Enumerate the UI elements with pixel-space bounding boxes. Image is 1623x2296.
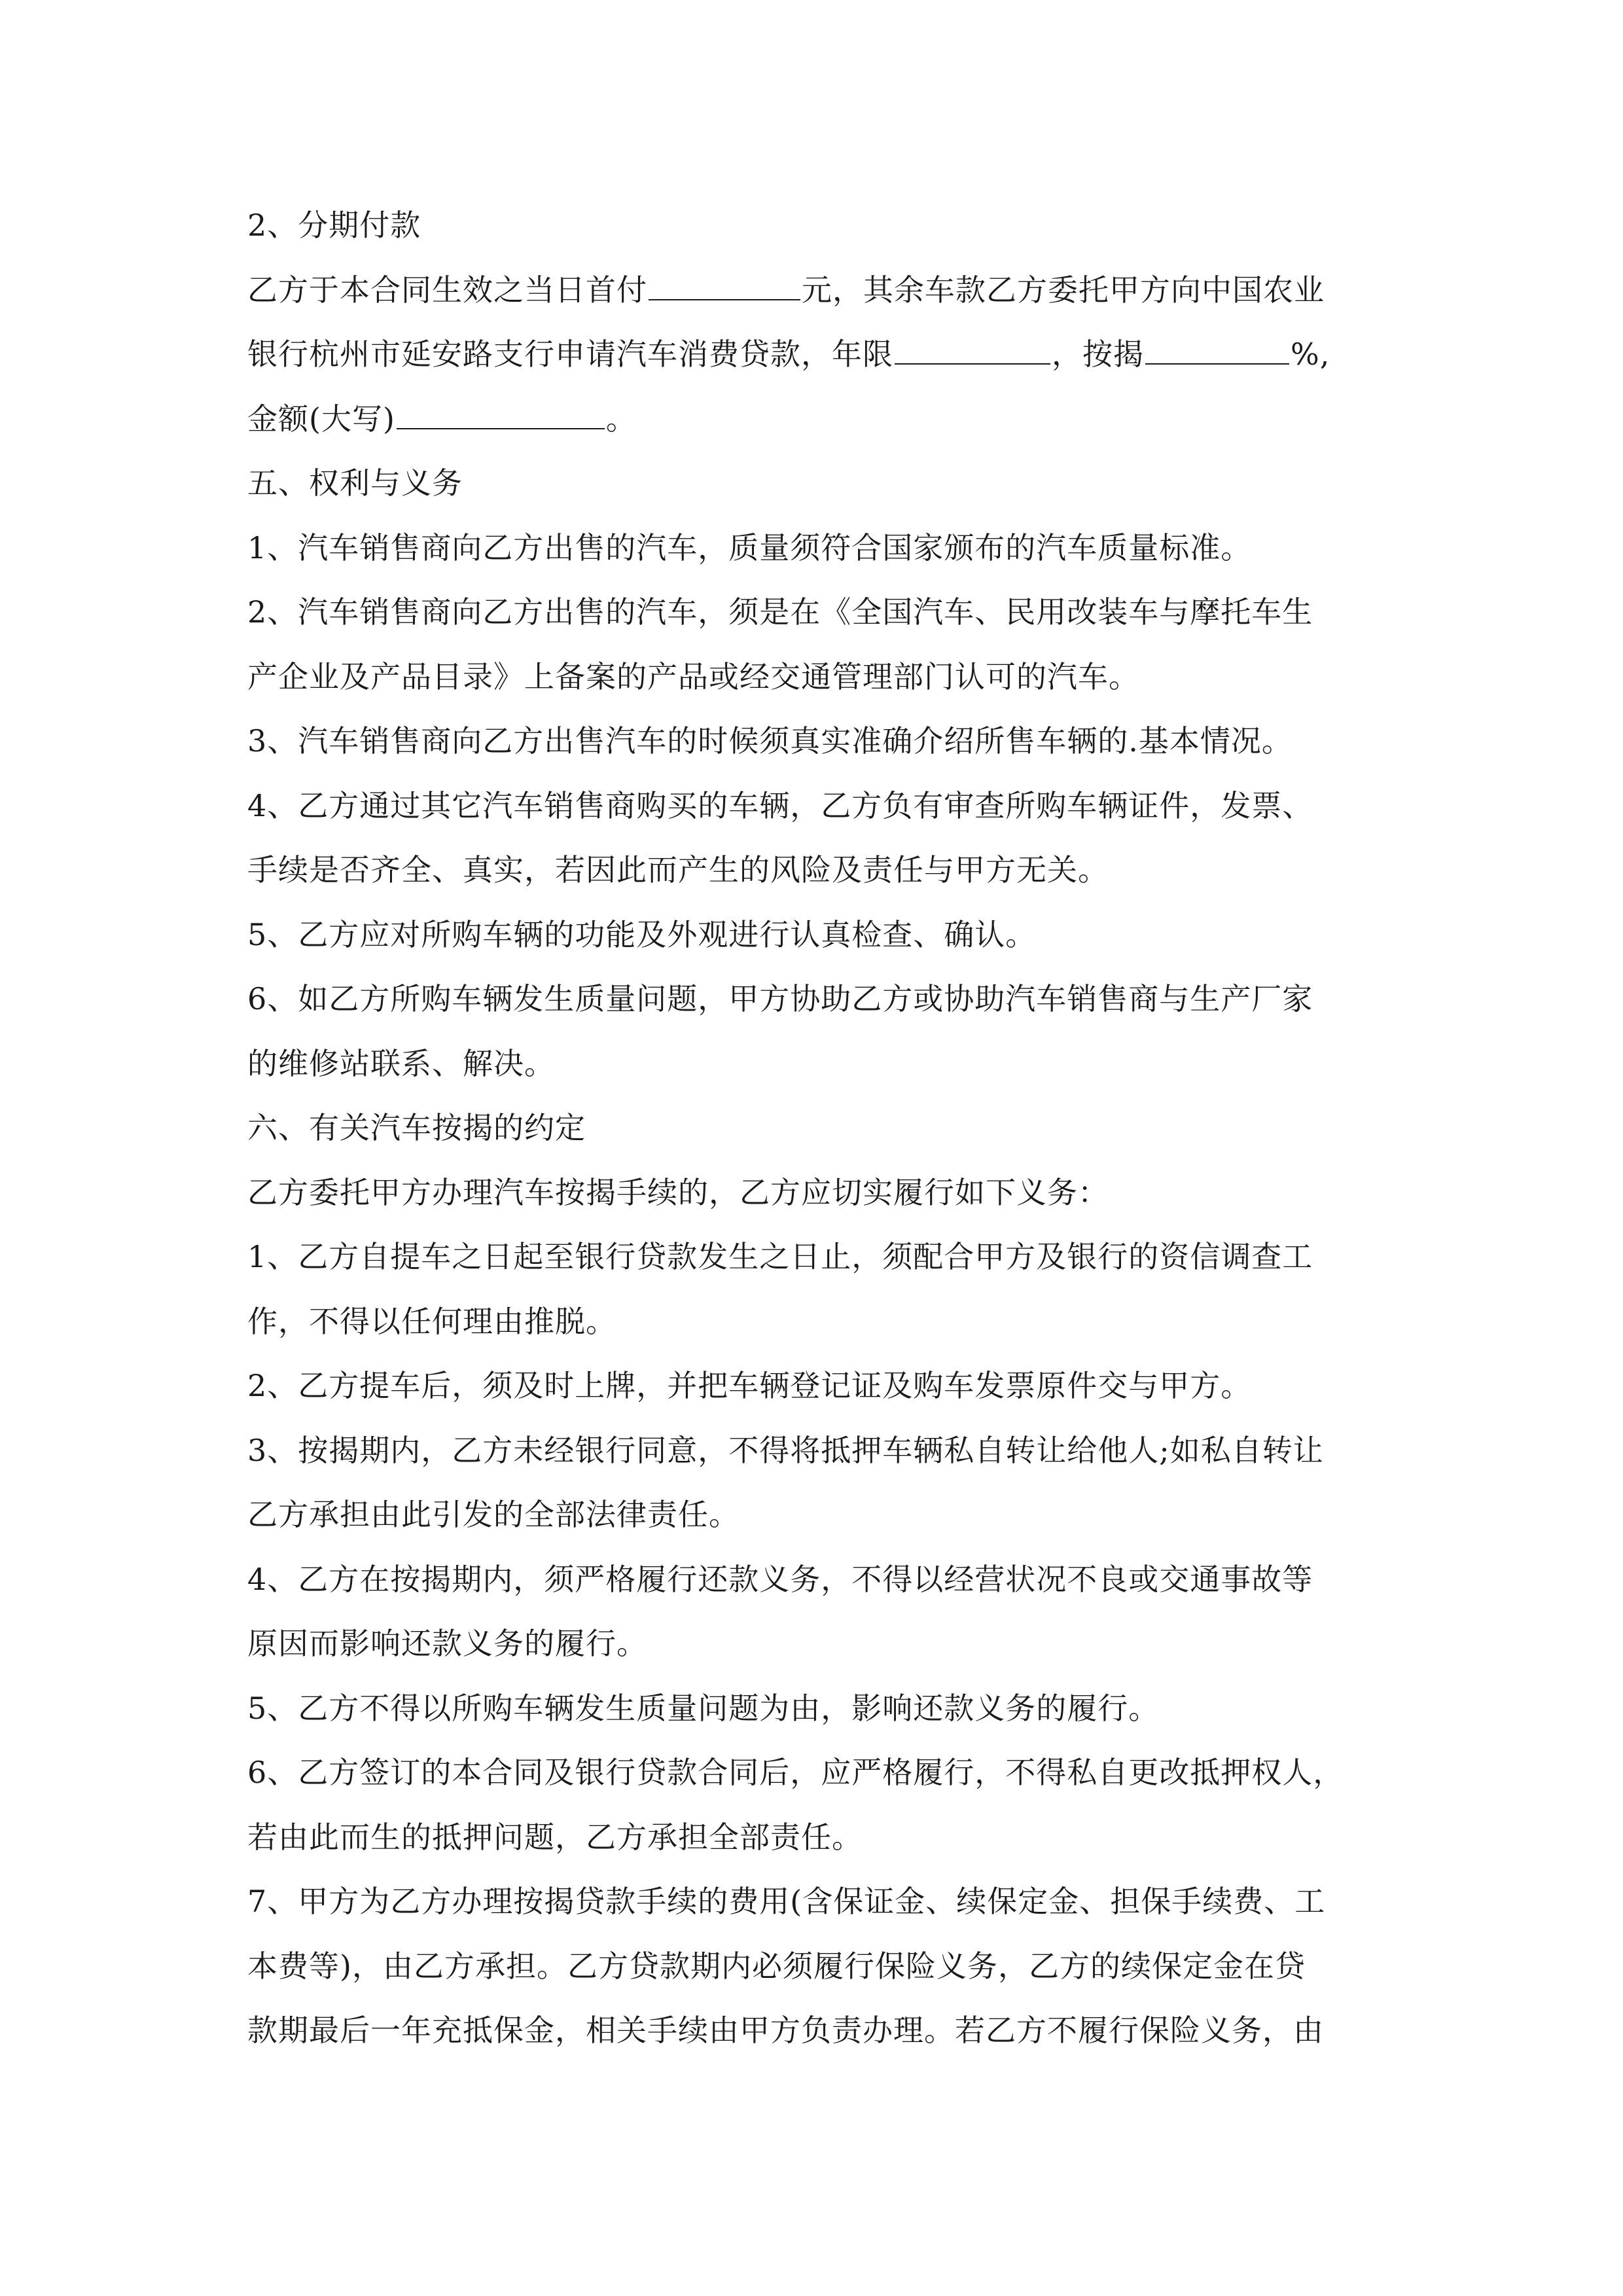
section-six-line: 原因而影响还款义务的履行。 xyxy=(247,1626,647,1661)
section-five-line: 3、汽车销售商向乙方出售汽车的时候须真实准确介绍所售车辆的.基本情况。 xyxy=(247,723,1293,759)
section-six-line: 本费等)，由乙方承担。乙方贷款期内必须履行保险义务，乙方的续保定金在贷 xyxy=(247,1948,1306,1984)
section-six-line: 5、乙方不得以所购车辆发生质量问题为由，影响还款义务的履行。 xyxy=(247,1690,1160,1726)
installment-text: 。 xyxy=(605,401,637,437)
section-six-line: 7、甲方为乙方办理按揭贷款手续的费用(含保证金、续保定金、担保手续费、工 xyxy=(247,1884,1326,1919)
installment-line-2 xyxy=(247,322,1399,387)
installment-text: 元，其余车款乙方委托甲方向中国农业 xyxy=(802,272,1325,308)
section-five-line: 6、如乙方所购车辆发生质量问题，甲方协助乙方或协助汽车销售商与生产厂家 xyxy=(247,981,1313,1016)
installment-text: 乙方于本合同生效之当日首付 xyxy=(247,272,647,308)
installment-text: %, xyxy=(1291,336,1330,372)
down-payment-blank xyxy=(649,270,800,300)
installment-line-3 xyxy=(247,387,1399,452)
section-six-heading: 六、有关汽车按揭的约定 xyxy=(247,1110,586,1145)
section-five-line: 1、汽车销售商向乙方出售的汽车，质量须符合国家颁布的汽车质量标准。 xyxy=(247,529,1252,565)
installment-line-1 xyxy=(247,258,1399,323)
document-body xyxy=(247,193,1399,2063)
section-six-line: 乙方委托甲方办理汽车按揭手续的，乙方应切实履行如下义务： xyxy=(247,1174,1109,1210)
section-five-line: 产企业及产品目录》上备案的产品或经交通管理部门认可的汽车。 xyxy=(247,658,1139,694)
section-six-line: 若由此而生的抵押问题，乙方承担全部责任。 xyxy=(247,1819,863,1855)
section-five-line: 的维修站联系、解决。 xyxy=(247,1045,555,1081)
installment-text: 金额(大写) xyxy=(247,401,395,437)
section-six-line: 2、乙方提车后，须及时上牌，并把车辆登记证及购车发票原件交与甲方。 xyxy=(247,1368,1252,1403)
section-six-line: 作，不得以任何理由推脱。 xyxy=(247,1303,616,1339)
section-six-line: 款期最后一年充抵保金，相关手续由甲方负责办理。若乙方不履行保险义务，由 xyxy=(247,2013,1324,2048)
section-six-line: 4、乙方在按揭期内，须严格履行还款义务，不得以经营状况不良或交通事故等 xyxy=(247,1561,1313,1597)
section-five-line: 2、汽车销售商向乙方出售的汽车，须是在《全国汽车、民用改装车与摩托车生 xyxy=(247,594,1313,630)
section-five-heading: 五、权利与义务 xyxy=(247,465,463,501)
loan-term-blank xyxy=(895,334,1050,365)
amount-in-words-blank xyxy=(397,399,605,429)
section-five-line: 手续是否齐全、真实，若因此而产生的风险及责任与甲方无关。 xyxy=(247,852,1109,888)
section-six-line: 乙方承担由此引发的全部法律责任。 xyxy=(247,1497,740,1532)
section-six-line: 3、按揭期内，乙方未经银行同意，不得将抵押车辆私自转让给他人;如私自转让 xyxy=(247,1432,1324,1468)
installment-text: ，按揭 xyxy=(1052,336,1144,372)
section-five-line: 4、乙方通过其它汽车销售商购买的车辆，乙方负有审查所购车辆证件，发票、 xyxy=(247,787,1313,823)
section-six-line: 6、乙方签订的本合同及银行贷款合同后，应严格履行，不得私自更改抵押权人， xyxy=(247,1755,1344,1790)
section-six-line: 1、乙方自提车之日起至银行贷款发生之日止，须配合甲方及银行的资信调查工 xyxy=(247,1239,1313,1274)
mortgage-percent-blank xyxy=(1145,334,1289,365)
section-five-line: 5、乙方应对所购车辆的功能及外观进行认真检查、确认。 xyxy=(247,916,1037,952)
installment-heading: 2、分期付款 xyxy=(247,207,421,243)
installment-text: 银行杭州市延安路支行申请汽车消费贷款，年限 xyxy=(247,336,893,372)
